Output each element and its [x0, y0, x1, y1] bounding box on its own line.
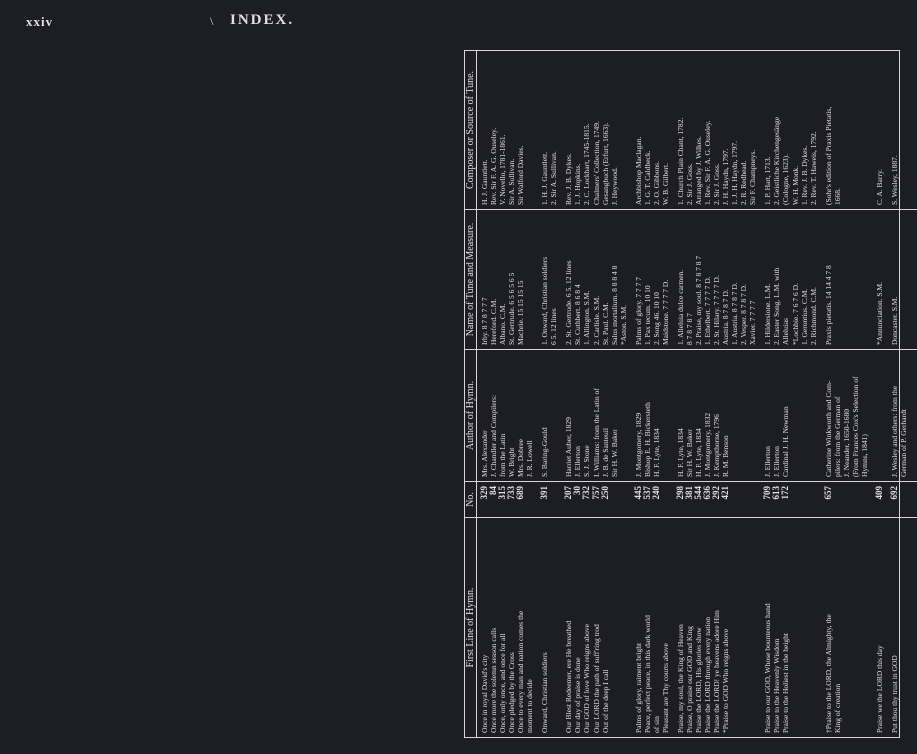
- author-text: pilers: from the German of: [832, 396, 842, 477]
- first-line-text: Once pledged by the Cross: [507, 652, 517, 733]
- author-text: Harriet Auber, 1829: [564, 417, 574, 477]
- index-entry-group: [890, 354, 908, 477]
- composer-text: 1. H. J. Gauntlett.: [540, 151, 550, 205]
- first-line-column: [477, 517, 917, 737]
- tune-text: 8 7 8 7 8 7: [684, 313, 694, 345]
- index-entry-group: [875, 486, 884, 513]
- index-entry-group: [480, 214, 534, 345]
- tune-text: 2. St. Gertrude. 6 5. 12 lines: [564, 260, 574, 345]
- index-entry-group: [540, 214, 558, 345]
- index-entry-group: [676, 486, 757, 513]
- hymn-number: 636: [702, 486, 713, 500]
- composer-text: 2. R. Redhead.: [739, 160, 749, 205]
- hymn-number: 537: [641, 486, 652, 500]
- author-text: Bishop E. H. Bickersteth: [642, 402, 652, 477]
- composer-text: 1. Church Plain Chant, 1782.: [675, 117, 685, 205]
- author-text: J. B. de Santeuil: [600, 428, 610, 477]
- author-text: H. F. Lyte, 1834: [694, 428, 704, 477]
- first-line-text: Pleasant are Thy courts above: [660, 643, 670, 733]
- hymn-number: 445: [632, 486, 643, 500]
- composer-text: 1. J. Hopkins.: [573, 163, 583, 205]
- composer-text: Sir A. Sullivan.: [507, 158, 517, 205]
- first-line-text: *Praise to GOD Who reigns above: [721, 628, 731, 733]
- author-text: J. Neander, 1650-1680: [841, 408, 851, 477]
- author-column: [477, 349, 917, 481]
- index-entry-group: [564, 522, 627, 733]
- author-text: J. Ellerton: [772, 446, 782, 477]
- tune-text: *Annunciation. S.M.: [874, 282, 884, 345]
- composer-text: Gesangbuch (Erfurt, 1663).: [600, 122, 610, 205]
- author-text: Mrs. Dobree: [516, 439, 526, 477]
- first-line-text: Praise to the Heavenly Wisdom: [772, 638, 782, 733]
- first-line-text: Onward, Christian soldiers: [540, 652, 550, 733]
- author-text: H. F. Lyte, 1834: [651, 428, 661, 477]
- hymn-number: 409: [873, 486, 884, 500]
- hymn-number: 84: [488, 486, 499, 495]
- composer-text: Sir Walford Davies.: [516, 145, 526, 205]
- first-line-text: Once, only once, and once for all: [498, 633, 508, 733]
- tune-text: St. Gertrude. 6 5 6 5 6 5: [507, 272, 517, 345]
- tune-text: Salus mortalium. 8 8 8 4 8: [609, 265, 619, 345]
- tune-text: 2. Easter Song. L.M. with: [772, 267, 782, 345]
- hymn-number: 298: [674, 486, 685, 500]
- index-entry-group: [634, 354, 670, 477]
- composer-text: Arranged by J. Wilkes.: [694, 136, 704, 205]
- index-entry-group: [890, 486, 908, 513]
- col-header-number: No.: [465, 481, 476, 517]
- hymn-number: 733: [506, 486, 517, 500]
- hymn-number: 207: [563, 486, 574, 500]
- index-entry-group: [634, 486, 670, 513]
- first-line-text: Peace, perfect peace, in this dark world: [642, 615, 652, 733]
- tune-text: 6 5. 12 lines: [549, 308, 559, 345]
- tune-text: 1. Allington. S.M.: [582, 290, 592, 345]
- tune-text: *Aston. S.M.: [618, 304, 628, 345]
- number-column: [477, 481, 917, 517]
- hymn-number: 315: [497, 486, 508, 500]
- composer-text: 1668.: [832, 188, 842, 205]
- hymn-index-table: [464, 50, 908, 738]
- author-text: S. J. Stone: [582, 445, 592, 477]
- first-line-text: Praise, my soul, the King of Heaven: [675, 624, 685, 733]
- author-text: Hymns, 1841): [859, 434, 869, 477]
- tune-text: 2. Vesper. 8 7 8 7 D.: [739, 284, 749, 345]
- page-title: INDEX.: [230, 12, 295, 28]
- hymn-number: 544: [693, 486, 704, 500]
- index-entry-group: [676, 214, 757, 345]
- hymn-number: 689: [515, 486, 526, 500]
- hymn-number: 329: [479, 486, 489, 500]
- hymn-number: 172: [780, 486, 791, 500]
- author-text: J. Ellerton: [573, 446, 583, 477]
- tune-text: Austria. 8 7 8 7 D.: [721, 289, 731, 345]
- author-text: from the Latin: [498, 433, 508, 477]
- hymn-number: 613: [771, 486, 782, 500]
- index-entry-group: [824, 214, 869, 345]
- composer-text: W. B. Gilbert.: [660, 162, 670, 205]
- index-entry-group: [875, 522, 884, 733]
- author-text: Cardinal J. H. Newman: [781, 406, 791, 477]
- hymn-number: 381: [683, 486, 694, 500]
- tune-text: 1. Hildersione. L.M.: [763, 283, 773, 345]
- index-entry-group: [875, 55, 884, 205]
- tune-column: [477, 209, 917, 349]
- index-entry-group: [564, 55, 627, 205]
- hymn-number: 30: [572, 486, 583, 495]
- author-text: J. Chandler and Compilers:: [489, 394, 499, 477]
- tune-text: 1. Alleluia dulce carmen.: [675, 269, 685, 345]
- composer-column: [477, 51, 917, 209]
- index-entry-group: [824, 522, 869, 733]
- first-line-text: King of creation: [832, 683, 842, 733]
- tune-text: 2. Praise, my soul. 8 7 8 7 8 7: [694, 255, 704, 345]
- index-entry-group: [824, 486, 869, 513]
- composer-text: 2. Sir A. Sullivan.: [549, 151, 559, 205]
- composer-text: 2. C. Lockhart, 1745-1815.: [582, 123, 592, 205]
- tune-text: Machrie. 15 15 15 15: [516, 280, 526, 345]
- tune-text: 1. Pax tecum. 10 10: [642, 285, 652, 345]
- first-line-text: of sin: [651, 716, 661, 733]
- index-entry-group: [564, 214, 627, 345]
- tune-text: Hereford. C.M.: [489, 298, 499, 345]
- author-text: J. R. Lowell: [525, 440, 535, 477]
- hymn-number: 240: [650, 486, 661, 500]
- composer-text: 2. Sir J. Goss.: [684, 163, 694, 205]
- table-header: [465, 51, 477, 737]
- tune-text: Alleluias: [781, 317, 791, 345]
- tune-text: 1. Gerontius. C.M.: [799, 288, 809, 345]
- tune-text: Maidstone. 7 7 7 7 D.: [660, 279, 670, 345]
- index-entry-group: [634, 55, 670, 205]
- composer-text: 2. Sir J. Goss.: [712, 163, 722, 205]
- tune-text: 2. Song 46. 10 10: [651, 292, 661, 345]
- first-line-text: Out of the deep I call: [600, 669, 610, 733]
- tune-text: Xavier. 7 7 7 7: [748, 300, 758, 345]
- index-entry-group: [676, 55, 757, 205]
- hymn-number: 692: [888, 486, 899, 500]
- composer-text: Sir F. Champneys.: [748, 149, 758, 205]
- index-entry-group: [875, 214, 884, 345]
- composer-text: C. A. Barry.: [874, 169, 884, 205]
- hymn-number: 757: [590, 486, 601, 500]
- first-line-text: moment to decide: [525, 679, 535, 733]
- col-header-tune: Name of Tune and Measure.: [465, 209, 476, 349]
- composer-text: (Sohr's edition of Praxis Pietatis,: [823, 106, 833, 205]
- hymn-number: 292: [711, 486, 722, 500]
- index-entry-group: [676, 354, 757, 477]
- index-entry-group: [890, 522, 908, 733]
- composer-text: 2. Geistliche Kirchengesänge: [772, 116, 782, 205]
- first-line-text: Praise to the Holiest in the height: [781, 633, 791, 733]
- author-text: H. F. Lyte, 1834: [675, 428, 685, 477]
- composer-text: H. J. Gauntlett.: [480, 159, 489, 205]
- index-entry-group: [763, 486, 817, 513]
- author-text: Sir H. W. Baker: [684, 429, 694, 477]
- first-line-text: Our day of praise is done: [573, 657, 583, 733]
- composer-text: 2. O. Gibbons.: [651, 161, 661, 205]
- composer-text: 1. J. H. Haydn, 1797.: [730, 141, 740, 205]
- tune-text: 2. Carlisle. S.M.: [591, 295, 601, 345]
- index-entry-group: [824, 55, 869, 205]
- author-text: W. Bright: [507, 447, 517, 477]
- first-line-text: Once more the solemn season calls: [489, 627, 499, 733]
- index-entry-group: [564, 486, 627, 513]
- page-mark: \: [210, 14, 214, 28]
- first-line-text: Praise the LORD through every nation: [703, 616, 713, 733]
- col-header-author: Author of Hymn.: [465, 349, 476, 481]
- tune-text: Albano. C.M.: [498, 303, 508, 345]
- composer-text: 2. Rev. T. Haweis, 1792.: [808, 131, 818, 205]
- first-line-text: Put thou thy trust in GOD: [889, 655, 899, 733]
- index-entry-group: [763, 55, 817, 205]
- composer-text: S. Wesley, 1887.: [889, 155, 899, 205]
- hymn-number: 732: [581, 486, 592, 500]
- tune-text: 2. Richmond. C.M.: [808, 287, 818, 345]
- tune-text: Irby. 8 7 8 7 7 7: [480, 297, 489, 345]
- index-entry-group: [875, 354, 884, 477]
- index-entry-group: [763, 214, 817, 345]
- first-line-text: Praise, O praise our GOD and King: [684, 626, 694, 733]
- author-text: German of P. Gerhardt: [899, 409, 908, 477]
- table-body: [477, 51, 917, 737]
- composer-text: Rev. Sir F. A. G. Ouseley.: [489, 127, 499, 205]
- composer-text: J. Heywood.: [609, 167, 619, 205]
- author-text: J. Ellerton: [763, 446, 773, 477]
- index-entry-group: [480, 522, 534, 733]
- author-text: Catherine Winkworth and Com-: [823, 380, 833, 477]
- author-text: J. Montgomery, 1832: [703, 412, 713, 477]
- tune-text: 1. Ethelbert. 7 7 7 7 D.: [703, 276, 713, 345]
- hymn-number: 391: [539, 486, 550, 500]
- tune-text: Praxis pietatis. 14 14 4 7 8: [823, 265, 833, 345]
- author-text: J. Wesley and others: from the: [889, 386, 899, 477]
- composer-text: 1. Rev. Sir F. A. G. Ouseley.: [703, 120, 713, 205]
- index-entry-group: [540, 522, 558, 733]
- index-entry-group: [634, 214, 670, 345]
- composer-text: (Cologne, 1623).: [781, 153, 791, 205]
- col-header-first-line: First Line of Hymn.: [465, 517, 476, 737]
- index-entry-group: [540, 486, 558, 513]
- composer-text: V. Novello, 1781-1861.: [498, 134, 508, 205]
- index-entry-group: [634, 522, 670, 733]
- composer-text: Archbishop Maclagan.: [633, 136, 643, 205]
- index-entry-group: [824, 354, 869, 477]
- author-text: (From Frances Cox's Selection of: [850, 376, 860, 477]
- hymn-number: 709: [762, 486, 773, 500]
- tune-text: *Lochbie. 7 6 7 6 D.: [790, 283, 800, 345]
- index-entry-group: [763, 522, 817, 733]
- index-entry-group: [480, 354, 534, 477]
- author-text: Sir H. W. Baker: [609, 429, 619, 477]
- tune-text: 2. St. Hilary. 7 7 7 7 D.: [712, 275, 722, 345]
- first-line-text: Praise the LORD! ye heavens adore Him: [712, 610, 722, 733]
- author-text: J. Kempthorne, 1796: [712, 414, 722, 477]
- index-entry-group: [480, 55, 534, 205]
- author-text: I. Williams: from the Latin of: [591, 388, 601, 477]
- first-line-text: Our Blest Redeemer, ere He breathed: [564, 620, 574, 733]
- index-entry-group: [540, 354, 558, 477]
- author-text: Mrs. Alexander: [480, 430, 489, 477]
- index-entry-group: [480, 486, 534, 513]
- composer-text: 1. P. Hart, 1713.: [763, 156, 773, 205]
- first-line-text: Praise to our GOD, Whose bounteous hand: [763, 603, 773, 733]
- tune-text: 1. Austria. 8 7 8 7 D.: [730, 282, 740, 345]
- first-line-text: Praise we the LORD this day: [874, 645, 884, 733]
- tune-text: Palms of glory. 7 7 7 7: [633, 276, 643, 345]
- first-line-text: Our LORD the path of suff'ring trod: [591, 624, 601, 733]
- index-entry-group: [564, 354, 627, 477]
- page-number: xxiv: [26, 14, 54, 29]
- index-entry-group: [540, 55, 558, 205]
- first-line-text: Palms of glory, raiment bright: [633, 642, 643, 733]
- author-text: R. M. Benson: [721, 435, 731, 477]
- author-text: S. Baring-Gould: [540, 427, 550, 477]
- first-line-text: Praise the LORD, His glories show: [694, 627, 704, 733]
- first-line-text: †Praise to the LORD, the Almighty, the: [823, 614, 833, 733]
- composer-text: 1. G. T. Caldbeck.: [642, 150, 652, 205]
- first-line-text: Once to every man and nation comes the: [516, 610, 526, 733]
- hymn-number: 250: [599, 486, 610, 500]
- index-entry-group: [890, 214, 908, 345]
- hymn-number: 657: [822, 486, 833, 500]
- tune-text: St. Paul. C.M.: [600, 302, 610, 345]
- index-entry-group: [676, 522, 757, 733]
- composer-text: J. H. Haydn, 1797.: [721, 148, 731, 205]
- composer-text: Chalmers' Collection, 1749.: [591, 121, 601, 205]
- author-text: J. Montgomery, 1829: [633, 412, 643, 477]
- col-header-composer: Composer or Source of Tune.: [465, 70, 476, 190]
- tune-text: 1. Onward, Christian soldiers: [540, 256, 550, 345]
- tune-text: St. Cuthbert. 8 6 8 4: [573, 284, 583, 345]
- composer-text: 1. Rev. J. B. Dykes.: [799, 145, 809, 205]
- first-line-text: Once in royal David's city: [480, 654, 489, 733]
- index-entry-group: [890, 55, 908, 205]
- first-line-text: Our GOD of love Who reigns above: [582, 623, 592, 733]
- composer-text: W. H. Monk.: [790, 165, 800, 205]
- index-entry-group: [763, 354, 817, 477]
- hymn-number: 421: [720, 486, 731, 500]
- tune-text: Doncaster. S.M.: [889, 296, 899, 345]
- composer-text: Rev. J. B. Dykes.: [564, 153, 574, 205]
